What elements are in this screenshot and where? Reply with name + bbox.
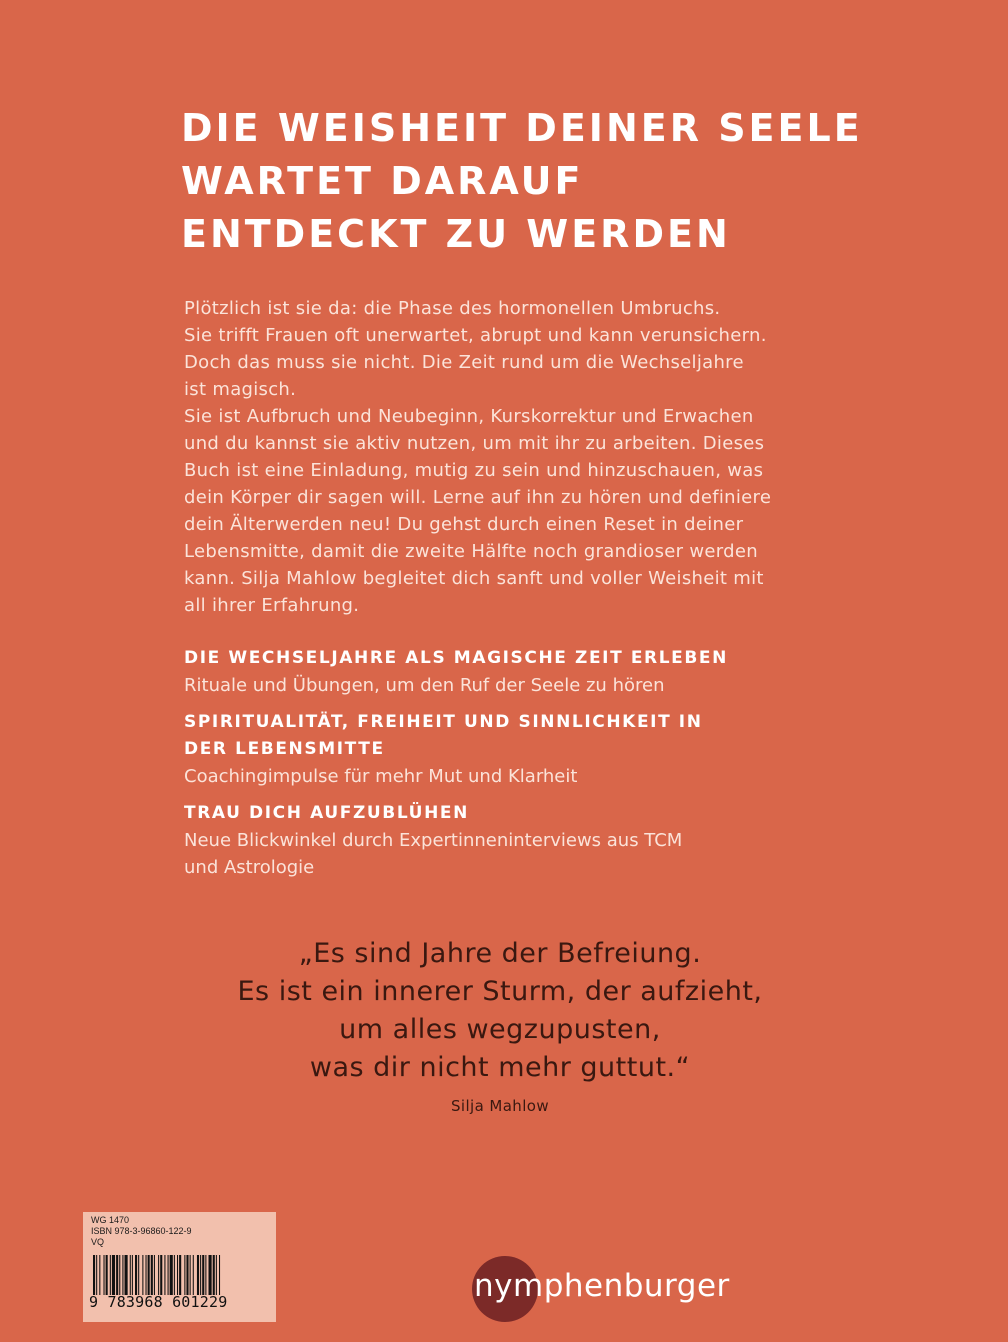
feature-title: DIE WECHSELJAHRE ALS MAGISCHE ZEIT ERLEBEN [184,648,728,668]
blurb-line: Plötzlich ist sie da: die Phase des hormonellen Umbruchs. [184,298,721,319]
barcode-bar [122,1255,123,1295]
feature-title: TRAU DICH AUFZUBLÜHEN [184,803,469,823]
feature-text: und Astrologie [184,857,315,878]
barcode-bar [138,1255,139,1295]
barcode-bar [184,1255,185,1295]
publisher-logo [470,1256,750,1324]
feature-item [184,645,864,699]
barcode [91,1255,268,1295]
barcode-digits: 9 783968 601229 [89,1293,228,1311]
barcode-bar [177,1255,178,1295]
feature-item [184,709,864,790]
barcode-bar [154,1255,155,1295]
blurb-line: und du kannst sie aktiv nutzen, um mit ihr zu arbeiten. Dieses [184,433,765,454]
barcode-bar [99,1255,100,1295]
wg-code: WG 1470 [91,1215,130,1225]
barcode-bar [130,1255,131,1295]
feature-text: Rituale und Übungen, um den Ruf der Seele zu hören [184,675,665,696]
blurb-line: Sie trifft Frauen oft unerwartet, abrupt und kann verunsichern. [184,325,767,346]
blurb [184,295,844,619]
barcode-bar [197,1255,199,1295]
headline [181,102,941,261]
barcode-bar [112,1255,115,1295]
feature-item [184,800,864,881]
blurb-line: Lebensmitte, damit die zweite Hälfte noch grandioser werden [184,541,758,562]
barcode-bar [110,1255,111,1295]
barcode-label [83,1212,276,1322]
blurb-line: dein Körper dir sagen will. Lerne auf ihn zu hören und definiere [184,487,772,508]
barcode-bar [193,1255,194,1295]
barcode-bar [174,1255,175,1295]
barcode-bar [168,1255,169,1295]
barcode-bar [158,1255,159,1295]
blurb-line: Sie ist Aufbruch und Neubeginn, Kurskorrektur und Erwachen [184,406,754,427]
feature-text: Neue Blickwinkel durch Expertinneninterviews aus TCM [184,830,683,851]
feature-text: Coachingimpulse für mehr Mut und Klarheit [184,766,578,787]
barcode-bar [219,1255,220,1295]
barcode-meta [91,1215,192,1248]
feature-list [184,645,864,891]
quote-author: Silja Mahlow [450,1097,550,1115]
barcode-bar [104,1255,105,1295]
barcode-bar [190,1255,191,1295]
barcode-bar [160,1255,162,1295]
vq-code: VQ [91,1237,105,1247]
blurb-line: Doch das muss sie nicht. Die Zeit rund um die Wechseljahre [184,352,744,373]
isbn: ISBN 978-3-96860-122-9 [91,1226,192,1236]
barcode-bar [205,1255,206,1295]
barcode-bar [216,1255,217,1295]
quote-line: um alles wegzupusten, [339,1014,661,1045]
feature-title: DER LEBENSMITTE [184,739,385,759]
quote-line: was dir nicht mehr guttut.“ [309,1052,691,1083]
barcode-bar [209,1255,212,1295]
barcode-bar [148,1255,150,1295]
headline-line: DIE WEISHEIT DEINER SEELE [181,106,863,150]
barcode-bar [164,1255,165,1295]
barcode-bar [96,1255,97,1295]
barcode-bar [170,1255,173,1295]
barcode-bar [146,1255,147,1295]
blurb-line: Buch ist eine Einladung, mutig zu sein und hinzuschauen, was [184,460,764,481]
blurb-line: dein Älterwerden neu! Du gehst durch einen Reset in deiner [184,514,744,535]
barcode-bar [125,1255,128,1295]
barcode-bar [119,1255,120,1295]
barcode-bar [116,1255,118,1295]
feature-title: SPIRITUALITÄT, FREIHEIT UND SINNLICHKEIT IN [184,712,703,732]
headline-line: ENTDECKT ZU WERDEN [181,212,731,256]
publisher-name: nymphenburger [474,1268,730,1304]
barcode-bar [151,1255,153,1295]
blurb-line: ist magisch. [184,379,297,400]
barcode-bar [200,1255,201,1295]
barcode-bar [213,1255,215,1295]
barcode-bar [106,1255,108,1295]
barcode-bar [179,1255,181,1295]
quote-line: „Es sind Jahre der Befreiung. [298,938,702,969]
barcode-bar [132,1255,133,1295]
barcode-bar [186,1255,188,1295]
barcode-bar [142,1255,143,1295]
blurb-line: kann. Silja Mahlow begleitet dich sanft und voller Weisheit mit [184,568,764,589]
quote-line: Es ist ein innerer Sturm, der aufzieht, [237,976,763,1007]
barcode-bar [135,1255,137,1295]
quote [100,935,900,1087]
barcode-bar [93,1255,95,1295]
blurb-line: all ihrer Erfahrung. [184,595,360,616]
barcode-bar [202,1255,204,1295]
headline-line: WARTET DARAUF [181,159,584,203]
